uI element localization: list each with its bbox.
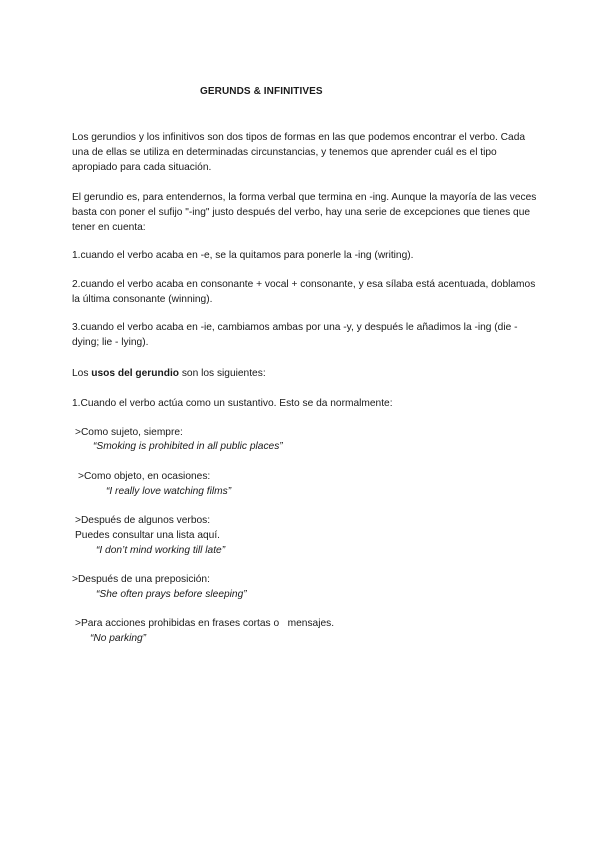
case-subject-label: >Como sujeto, siempre: xyxy=(75,427,183,438)
uses-heading-suffix: son los siguientes: xyxy=(179,368,266,379)
use-1-description: 1.Cuando el verbo actúa como un sustantivo. Esto se da normalmente: xyxy=(72,398,393,409)
document-title: GERUNDS & INFINITIVES xyxy=(200,86,323,97)
case-object-example: “I really love watching films” xyxy=(106,486,232,497)
rule-3: 3.cuando el verbo acaba en -ie, cambiamos ambas por una -y, y después le añadimos la -ing (die - dying; lie - lying). xyxy=(72,322,518,348)
case-preposition-label: >Después de una preposición: xyxy=(72,574,210,585)
uses-heading-bold: usos del gerundio xyxy=(91,368,179,379)
case-object-label: >Como objeto, en ocasiones: xyxy=(78,471,211,482)
intro-paragraph: Los gerundios y los infinitivos son dos tipos de formas en las que podemos encontrar el verbo. Cada una de ellas se utiliza en determinadas circunstancias, y tenemos que aprender cuál es el tipo apropiado para cada situación. xyxy=(72,132,526,173)
case-after-verbs-label: >Después de algunos verbos: xyxy=(75,515,211,526)
case-after-verbs-example: “I don’t mind working till late” xyxy=(96,545,226,556)
rule-1: 1.cuando el verbo acaba en -e, se la quitamos para ponerle la -ing (writing). xyxy=(72,250,414,261)
case-after-verbs-extra: Puedes consultar una lista aquí. xyxy=(75,530,220,541)
case-prohibited-label: >Para acciones prohibidas en frases cortas o mensajes. xyxy=(75,618,335,629)
gerund-definition-paragraph: El gerundio es, para entendernos, la forma verbal que termina en -ing. Aunque la mayoría de las veces basta con poner el sufijo "-ing" justo después del verbo, hay una serie de excepciones que tienes que tener en cuenta: xyxy=(72,192,537,233)
case-preposition-example: “She often prays before sleeping” xyxy=(96,589,247,600)
uses-heading-prefix: Los xyxy=(72,368,92,379)
rule-2: 2.cuando el verbo acaba en consonante + vocal + consonante, y esa sílaba está acentuada, doblamos la última consonante (winning). xyxy=(72,279,536,305)
case-subject-example: “Smoking is prohibited in all public places” xyxy=(93,441,283,452)
uses-heading xyxy=(72,366,542,381)
case-prohibited-example: “No parking” xyxy=(90,633,147,644)
